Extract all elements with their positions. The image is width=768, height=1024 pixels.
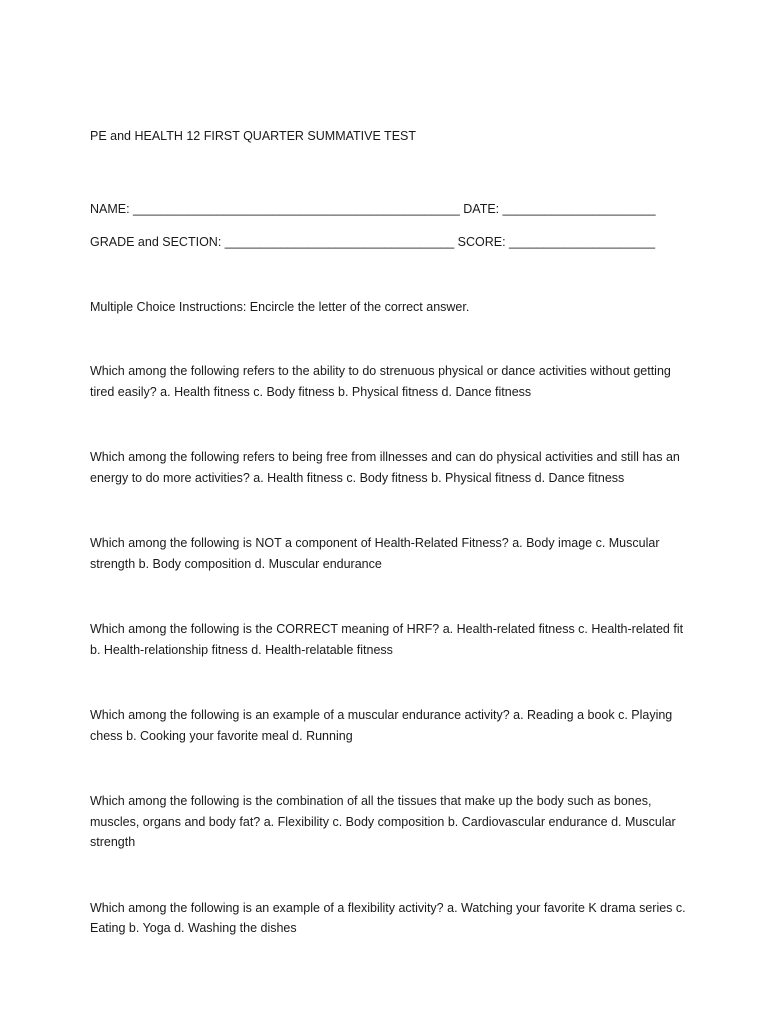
question-3: Which among the following is NOT a component of Health-Related Fitness? a. Body image c. Muscular strength b. Body composition d. Muscular endurance (90, 536, 660, 571)
question-6: Which among the following is the combination of all the tissues that make up the body such as bones, muscles, organs and body fat? a. Flexibility c. Body composition b. Cardiovascular endurance d. Muscular strength (90, 794, 676, 849)
question-7: Which among the following is an example of a flexibility activity? a. Watching your favorite K drama series c. Eating b. Yoga d. Washing the dishes (90, 900, 686, 935)
question-2: Which among the following refers to being free from illnesses and can do physical activities and still has an energy to do more activities? a. Health fitness c. Body fitness b. Physical fitness d. Dance fitness (90, 450, 680, 485)
name-date-line: NAME: _______________________________________________ DATE: ______________________ (90, 201, 656, 216)
question-1: Which among the following refers to the ability to do strenuous physical or dance activities without getting tired easily? a. Health fitness c. Body fitness b. Physical fitness d. Dance fitness (90, 364, 671, 399)
test-title: PE and HEALTH 12 FIRST QUARTER SUMMATIVE TEST (90, 129, 417, 143)
grade-score-line: GRADE and SECTION: _________________________________ SCORE: _____________________ (90, 235, 656, 249)
document-page (90, 126, 690, 939)
question-4: Which among the following is the CORRECT meaning of HRF? a. Health-related fitness c. Health-related fit b. Health-relationship fitness d. Health-relatable fitness (90, 622, 684, 657)
question-5: Which among the following is an example of a muscular endurance activity? a. Reading a book c. Playing chess b. Cooking your favorite meal d. Running (90, 708, 673, 743)
instructions: Multiple Choice Instructions: Encircle the letter of the correct answer. (90, 299, 470, 314)
